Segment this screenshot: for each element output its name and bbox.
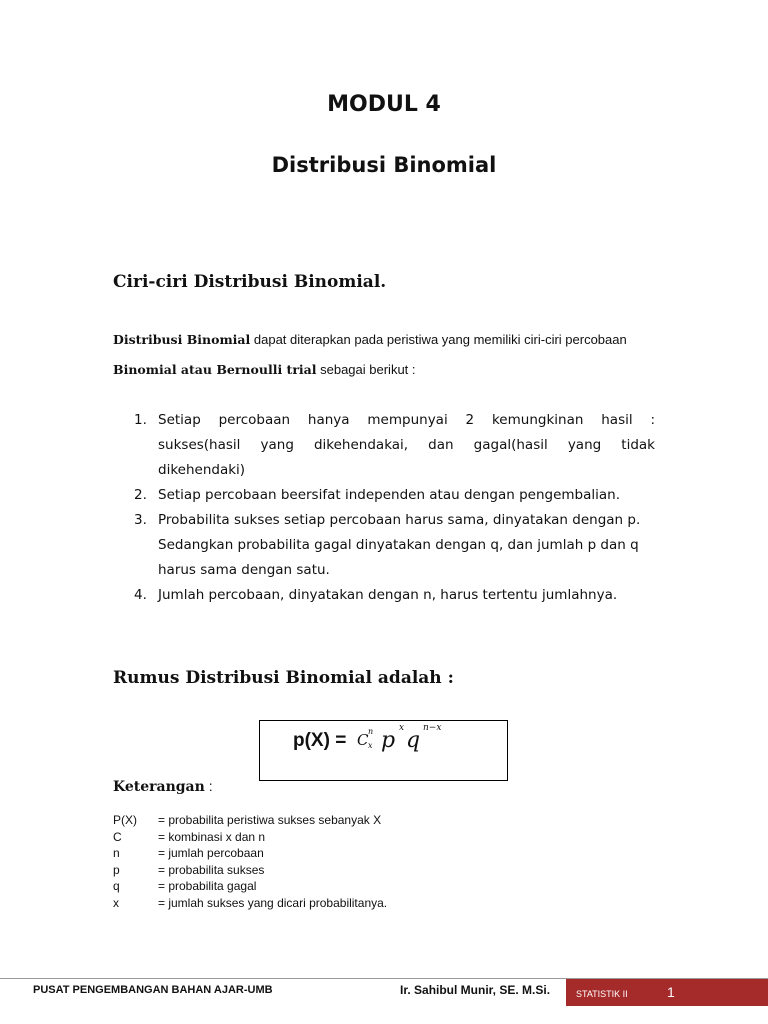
- footer-author: Ir. Sahibul Munir, SE. M.Si.: [400, 983, 551, 997]
- section-heading-ciri: Ciri-ciri Distribusi Binomial.: [113, 272, 387, 292]
- formula-p-exponent: x: [399, 723, 405, 733]
- formula-q-exponent: n−x: [423, 723, 442, 733]
- intro-line-2: [113, 362, 673, 377]
- formula-p: p: [381, 728, 396, 753]
- legend-row: q = probabilita gagal: [113, 879, 257, 893]
- formula-lhs: p(X) =: [293, 730, 347, 751]
- formula-combination-n: n: [368, 727, 374, 736]
- list-item: 2. Setiap percobaan beersifat independen atau dengan pengembalian.: [134, 487, 621, 503]
- footer-course: STATISTIK II: [576, 989, 628, 999]
- list-item: 4. Jumlah percobaan, dinyatakan dengan n, harus tertentu jumlahnya.: [134, 587, 618, 603]
- page-number: 1: [667, 984, 675, 1000]
- intro-bold-term-2: Binomial atau Bernoulli trial: [113, 362, 317, 377]
- list-item-continued: dikehendaki): [158, 462, 246, 478]
- legend-row: p = probabilita sukses: [113, 862, 265, 877]
- section-heading-rumus: Rumus Distribusi Binomial adalah :: [113, 668, 454, 688]
- list-item: 1. Setiap percobaan hanya mempunyai 2 kemungkinan hasil :: [134, 412, 655, 428]
- intro-text: dapat diterapkan pada peristiwa yang memiliki ciri-ciri percobaan: [250, 332, 627, 347]
- keterangan-label: Keterangan :: [113, 778, 213, 795]
- list-item-continued: harus sama dengan satu.: [158, 562, 330, 578]
- intro-text-2: sebagai berikut :: [316, 362, 416, 377]
- intro-bold-term: Distribusi Binomial: [113, 332, 251, 347]
- page-title: Distribusi Binomial: [271, 153, 497, 177]
- legend-row: P(X) = probabilita peristiwa sukses sebanyak X: [113, 813, 382, 827]
- intro-line-1: [113, 332, 673, 347]
- legend-row: n = jumlah percobaan: [113, 846, 264, 860]
- characteristics-list: [113, 408, 655, 608]
- formula-combination-x: x: [368, 741, 373, 750]
- list-item-continued: Sedangkan probabilita gagal dinyatakan dengan q, dan jumlah p dan q: [158, 537, 639, 553]
- list-item-continued: sukses(hasil yang dikehendakai, dan gagal(hasil yang tidak: [158, 437, 655, 453]
- module-number: MODUL 4: [327, 92, 441, 117]
- footer-publisher: PUSAT PENGEMBANGAN BAHAN AJAR-UMB: [33, 984, 273, 996]
- legend-row: C = kombinasi x dan n: [113, 829, 266, 844]
- list-item: 3. Probabilita sukses setiap percobaan harus sama, dinyatakan dengan p.: [134, 512, 641, 528]
- legend-row: x = jumlah sukses yang dicari probabilitanya.: [113, 895, 388, 910]
- formula-combination-symbol: C: [357, 731, 369, 749]
- formula-q: q: [406, 728, 421, 753]
- legend-list: [113, 812, 387, 911]
